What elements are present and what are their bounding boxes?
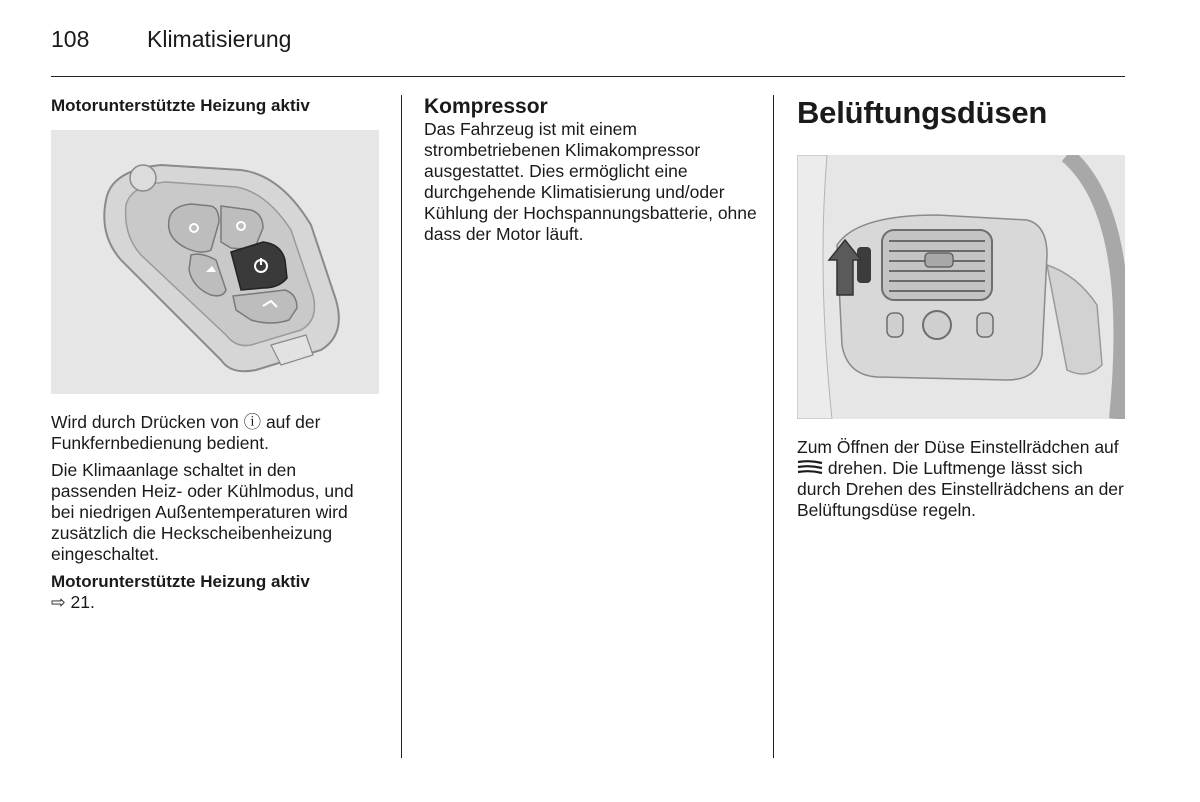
air-vent-image — [797, 155, 1125, 419]
text-span: drehen. Die Luftmenge lässt sich durch Drehen des Einstellrädchens an der Belüftungsdüse regeln. — [797, 458, 1124, 520]
text-span: auf der Funkfernbedienung bedient. — [51, 412, 321, 453]
text-span: Zum Öffnen der Düse Einstellrädchen auf — [797, 437, 1119, 457]
chapter-title: Klimatisierung — [147, 26, 292, 52]
page-header — [51, 24, 1125, 77]
paragraph: Die Klimaanlage schaltet in den passenden Heiz- oder Kühlmodus, und bei niedrigen Außentemperaturen wird zusätzlich die Heckscheibenheizung eingeschaltet. — [51, 460, 354, 564]
page-reference: 21. — [65, 592, 95, 612]
airflow-open-icon — [797, 458, 823, 479]
paragraph — [51, 412, 381, 454]
column-1 — [51, 95, 381, 613]
paragraph — [797, 437, 1127, 521]
section-title: Belüftungsdüsen — [797, 95, 1048, 130]
air-vent-illustration — [797, 155, 1125, 419]
key-fob-illustration — [51, 130, 379, 394]
key-fob-image — [51, 130, 379, 394]
section-subheading: Motorunterstützte Heizung aktiv — [51, 96, 310, 115]
arrow-icon: ⇨ — [51, 592, 66, 612]
cross-reference[interactable] — [51, 592, 381, 613]
paragraph: Das Fahrzeug ist mit einem strombetriebenen Klimakompressor ausgestattet. Dies ermöglicht eine durchgehende Klimatisierung und/oder Kühlung der Hochspannungsbatterie, ohne dass der Motor läuft. — [424, 119, 757, 244]
cross-reference-title: Motorunterstützte Heizung aktiv — [51, 572, 310, 591]
column-divider — [773, 95, 774, 758]
column-divider — [401, 95, 402, 758]
page-number: 108 — [51, 26, 90, 52]
text-span: Wird durch Drücken von — [51, 412, 244, 432]
power-button-icon: ⓘ — [243, 412, 262, 432]
column-3 — [797, 95, 1127, 521]
section-heading: Kompressor — [424, 95, 548, 118]
column-2 — [424, 95, 759, 245]
